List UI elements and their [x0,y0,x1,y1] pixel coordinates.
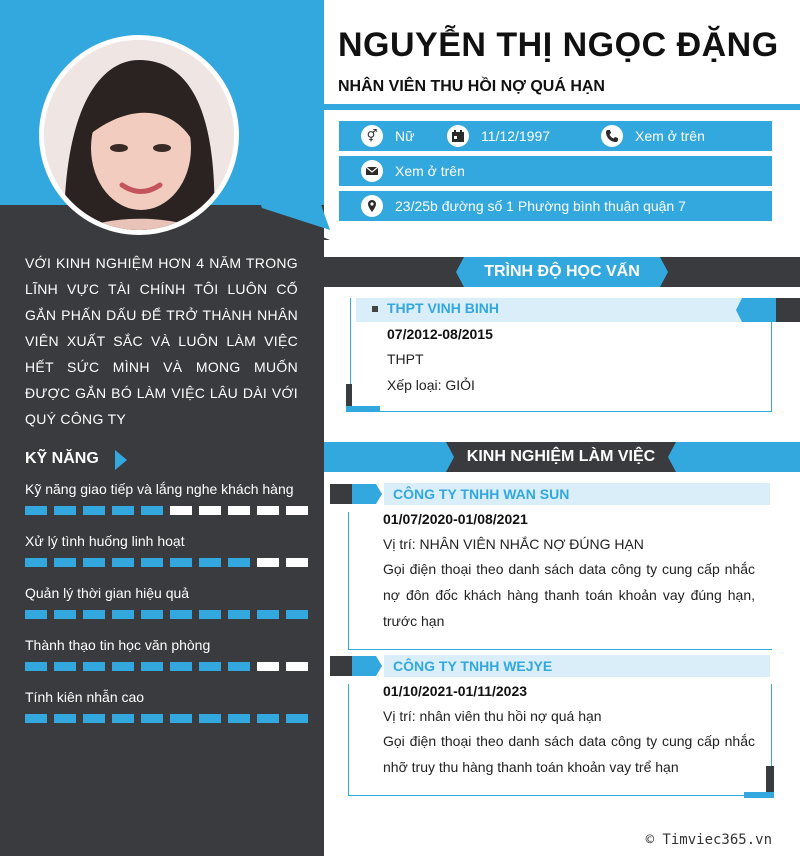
phone-value: Xem ở trên [635,128,705,144]
education-heading: TRÌNH ĐỘ HỌC VẤN [484,263,640,280]
skill-item [25,480,310,532]
skill-level-segment [54,558,76,567]
education-period: 07/2012-08/2015 [387,326,493,342]
skill-level-segment [199,610,221,619]
skill-level-segment [228,506,250,515]
gender-icon: ⚥ [361,125,383,147]
header-divider [324,104,800,110]
skill-level-segment [141,610,163,619]
skill-level-segment [286,662,308,671]
skill-level-segment [257,558,279,567]
skill-level-segment [286,506,308,515]
education-tab-decoration [736,298,800,322]
skill-level-segment [141,506,163,515]
education-school: THPT VINH BINH [387,300,499,316]
job-tab-dark [330,484,352,504]
skill-level-segment [54,610,76,619]
skill-level-segment [170,662,192,671]
experience-heading: KINH NGHIỆM LÀM VIỆC [466,448,656,465]
skill-level-bar [25,610,310,619]
education-grade: Xếp loại: GIỎI [387,377,475,393]
skill-level-segment [199,714,221,723]
skill-item [25,532,310,584]
education-degree: THPT [387,351,424,367]
skill-level-bar [25,558,310,567]
gender-value: Nữ [395,128,415,144]
skill-level-segment [25,714,47,723]
info-row-email [339,156,772,186]
phone-icon [601,125,623,147]
job-position: Vị trí: nhân viên thu hồi nợ quá hạn [383,708,602,724]
skill-level-segment [228,558,250,567]
skill-level-segment [228,610,250,619]
skill-name: Quản lý thời gian hiệu quả [25,585,190,601]
skill-level-segment [25,662,47,671]
skill-level-segment [83,714,105,723]
skill-level-segment [112,558,134,567]
skill-level-segment [112,714,134,723]
skill-level-segment [25,506,47,515]
skill-level-segment [228,714,250,723]
skill-name: Thành thạo tin học văn phòng [25,637,211,653]
skill-level-segment [199,506,221,515]
skill-level-segment [257,506,279,515]
skill-level-segment [170,558,192,567]
info-row-personal [339,121,772,151]
birthday-value: 11/12/1997 [481,128,551,144]
skill-item [25,636,310,688]
skill-level-segment [25,558,47,567]
job-period: 01/10/2021-01/11/2023 [383,683,528,699]
skill-name: Kỹ năng giao tiếp và lắng nghe khách hàng [25,481,294,497]
profile-summary: VỚI KINH NGHIỆM HƠN 4 NĂM TRONG LĨNH VỰC TÀI CHÍNH TÔI LUÔN CỐ GẮN PHẤN DẤU ĐỂ TRỞ THÀNH NHÂN VIÊN XUẤT SẮC VÀ LUÔN LÀM VIỆC HẾT SỨC MÌNH VÀ MONG MUỐN ĐƯỢC GẮN BÓ LÀM VIỆC LÂU DÀI VỚI QUÝ CÔNG TY [25,255,298,427]
skill-level-bar [25,714,310,723]
job-period: 01/07/2020-01/08/2021 [383,511,528,527]
candidate-title: NHÂN VIÊN THU HỒI NỢ QUÁ HẠN [338,78,605,95]
skill-level-segment [199,662,221,671]
skill-level-segment [199,558,221,567]
skills-list [25,480,310,740]
job-tab-arrow [352,656,382,676]
bullet-icon [372,306,378,312]
location-icon [361,195,383,217]
skill-level-segment [286,714,308,723]
education-corner-accent [346,406,380,412]
job-description: Gọi điện thoại theo danh sách data công ty cung cấp nhắc nợ đôn đốc khách hàng thanh toán khoản vay đúng hạn, trước hạn [383,561,755,629]
skill-level-segment [83,662,105,671]
skill-name: Tính kiên nhẫn cao [25,689,145,705]
skill-level-segment [25,610,47,619]
skill-level-segment [112,506,134,515]
skill-level-segment [170,506,192,515]
calendar-icon [447,125,469,147]
skill-level-segment [54,662,76,671]
skill-level-segment [170,610,192,619]
skill-item [25,584,310,636]
skill-level-segment [54,506,76,515]
skill-level-segment [257,610,279,619]
job-tab-dark [330,656,352,676]
skill-level-segment [141,714,163,723]
avatar [39,35,239,235]
job-company: CÔNG TY TNHH WEJYE [393,658,553,674]
info-row-address [339,191,772,221]
skills-heading: KỸ NĂNG [25,450,99,467]
skill-level-segment [141,558,163,567]
skill-level-segment [228,662,250,671]
skill-item [25,688,310,740]
address-value: 23/25b đường số 1 Phường bình thuận quận 7 [395,198,686,214]
job-position: Vị trí: NHÂN VIÊN NHẮC NỢ ĐÚNG HẠN [383,536,644,552]
skill-level-segment [141,662,163,671]
experience-corner-accent [744,792,774,798]
email-icon [361,160,383,182]
skill-level-segment [83,558,105,567]
skill-level-segment [54,714,76,723]
skill-level-bar [25,506,310,515]
job-description: Gọi điện thoại theo danh sách data công ty cung cấp nhắc nhỡ truy thu hàng thanh toán khoản vay trể hạn [383,733,755,775]
skill-level-segment [257,714,279,723]
skill-level-segment [83,610,105,619]
skill-level-segment [83,506,105,515]
skill-level-segment [112,662,134,671]
skill-name: Xử lý tình huống linh hoạt [25,533,185,549]
email-value: Xem ở trên [395,163,465,179]
skills-arrow-icon [115,450,127,470]
skill-level-segment [170,714,192,723]
skill-level-segment [112,610,134,619]
skill-level-segment [286,558,308,567]
footer-watermark: © Timviec365.vn [645,832,772,848]
skill-level-bar [25,662,310,671]
job-tab-arrow [352,484,382,504]
candidate-name: NGUYỄN THỊ NGỌC ĐẶNG [338,26,779,64]
skill-level-segment [257,662,279,671]
job-company: CÔNG TY TNHH WAN SUN [393,486,570,502]
skill-level-segment [286,610,308,619]
